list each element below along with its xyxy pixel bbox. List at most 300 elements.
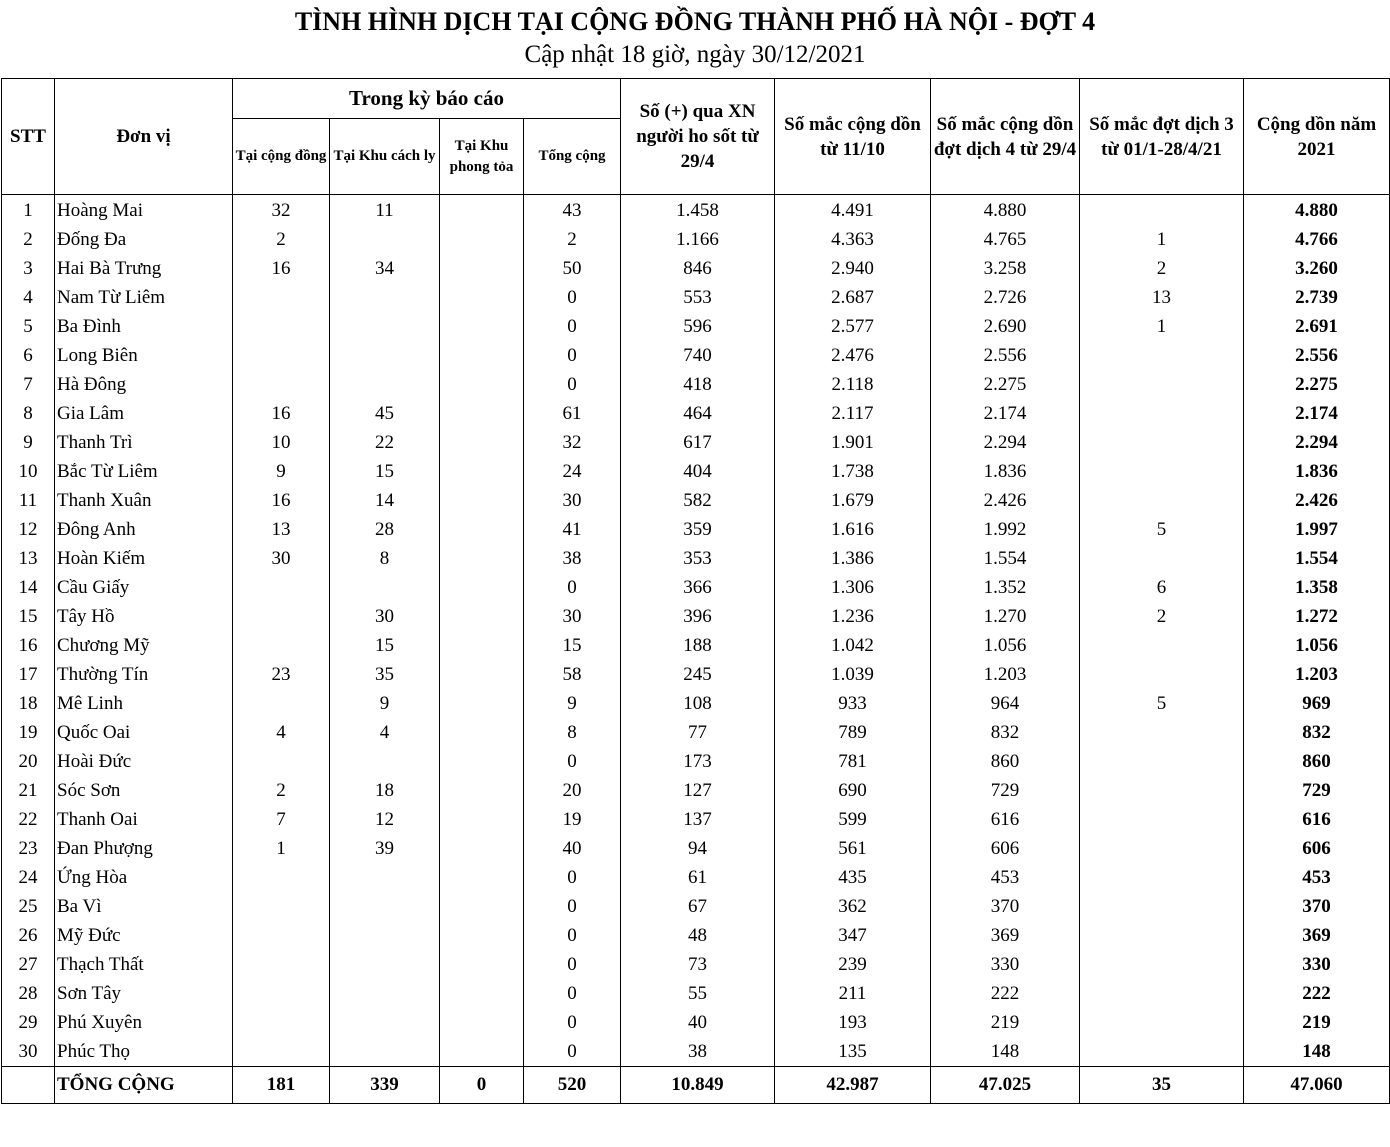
table-row <box>2 573 1390 602</box>
cell-total: 41 <box>524 515 621 544</box>
cell-community: 1 <box>233 834 330 863</box>
cell-unit: Đống Đa <box>55 225 233 254</box>
cell-positive: 740 <box>621 341 775 370</box>
cell-positive: 1.166 <box>621 225 775 254</box>
cell-cumulative-1110: 239 <box>775 950 931 979</box>
cell-unit: Nam Từ Liêm <box>55 283 233 312</box>
cell-community <box>233 1037 330 1067</box>
cell-quarantine: 22 <box>330 428 440 457</box>
cell-stt: 24 <box>2 863 55 892</box>
cell-unit: Hoàn Kiếm <box>55 544 233 573</box>
cell-cumulative-1110: 2.577 <box>775 312 931 341</box>
cell-positive: 127 <box>621 776 775 805</box>
cell-quarantine <box>330 747 440 776</box>
cell-cumulative-wave4: 222 <box>931 979 1080 1008</box>
cell-positive: 1.458 <box>621 195 775 226</box>
cell-cumulative-1110: 781 <box>775 747 931 776</box>
cell-positive: 418 <box>621 370 775 399</box>
cell-stt: 13 <box>2 544 55 573</box>
cell-community <box>233 341 330 370</box>
cell-cumulative-wave4: 453 <box>931 863 1080 892</box>
cell-year-total: 2.426 <box>1244 486 1390 515</box>
cell-total: 50 <box>524 254 621 283</box>
cell-stt: 10 <box>2 457 55 486</box>
cell-wave3: 13 <box>1080 283 1244 312</box>
cell-stt: 3 <box>2 254 55 283</box>
cell-quarantine: 18 <box>330 776 440 805</box>
cell-stt: 7 <box>2 370 55 399</box>
table-row <box>2 689 1390 718</box>
cell-lockdown <box>440 892 524 921</box>
cell-positive: 245 <box>621 660 775 689</box>
cell-wave3 <box>1080 747 1244 776</box>
cell-wave3 <box>1080 660 1244 689</box>
table-row <box>2 399 1390 428</box>
cell-total: 0 <box>524 341 621 370</box>
cell-total: 0 <box>524 1008 621 1037</box>
cell-unit: Cầu Giấy <box>55 573 233 602</box>
cell-quarantine: 28 <box>330 515 440 544</box>
cell-wave3: 5 <box>1080 515 1244 544</box>
cell-cumulative-1110: 2.687 <box>775 283 931 312</box>
table-row <box>2 254 1390 283</box>
header-cumulative-wave4: Số mắc cộng dồn đợt dịch 4 từ 29/4 <box>931 79 1080 195</box>
cell-lockdown <box>440 457 524 486</box>
cell-positive: 617 <box>621 428 775 457</box>
cell-lockdown <box>440 863 524 892</box>
cell-unit: Tây Hồ <box>55 602 233 631</box>
cell-stt: 1 <box>2 195 55 226</box>
cell-positive: 366 <box>621 573 775 602</box>
cell-wave3: 6 <box>1080 573 1244 602</box>
table-row <box>2 718 1390 747</box>
cell-quarantine: 14 <box>330 486 440 515</box>
cell-quarantine <box>330 370 440 399</box>
cell-year-total: 2.556 <box>1244 341 1390 370</box>
cell-community: 10 <box>233 428 330 457</box>
cell-community: 9 <box>233 457 330 486</box>
cell-total: 43 <box>524 195 621 226</box>
cell-stt: 11 <box>2 486 55 515</box>
cell-year-total: 2.739 <box>1244 283 1390 312</box>
cell-cumulative-wave4: 2.726 <box>931 283 1080 312</box>
cell-wave3 <box>1080 428 1244 457</box>
cell-cumulative-1110: 1.616 <box>775 515 931 544</box>
cell-lockdown <box>440 486 524 515</box>
cell-lockdown <box>440 428 524 457</box>
cell-community <box>233 689 330 718</box>
cell-unit: Gia Lâm <box>55 399 233 428</box>
cell-stt: 22 <box>2 805 55 834</box>
table-row <box>2 370 1390 399</box>
cell-quarantine <box>330 950 440 979</box>
cell-stt: 27 <box>2 950 55 979</box>
cell-lockdown <box>440 631 524 660</box>
cell-lockdown <box>440 921 524 950</box>
totals-wave3: 35 <box>1080 1067 1244 1104</box>
cell-total: 19 <box>524 805 621 834</box>
cell-unit: Đan Phượng <box>55 834 233 863</box>
cell-cumulative-wave4: 2.556 <box>931 341 1080 370</box>
cell-quarantine: 39 <box>330 834 440 863</box>
cell-community: 13 <box>233 515 330 544</box>
cell-lockdown <box>440 341 524 370</box>
cell-stt: 12 <box>2 515 55 544</box>
cell-cumulative-1110: 435 <box>775 863 931 892</box>
cell-cumulative-1110: 211 <box>775 979 931 1008</box>
cell-year-total: 729 <box>1244 776 1390 805</box>
cell-wave3 <box>1080 805 1244 834</box>
cell-lockdown <box>440 544 524 573</box>
cell-cumulative-1110: 933 <box>775 689 931 718</box>
totals-year: 47.060 <box>1244 1067 1390 1104</box>
cell-stt: 29 <box>2 1008 55 1037</box>
cell-community <box>233 979 330 1008</box>
cell-quarantine: 15 <box>330 457 440 486</box>
cell-quarantine: 34 <box>330 254 440 283</box>
cell-cumulative-wave4: 1.352 <box>931 573 1080 602</box>
totals-row <box>2 1067 1390 1104</box>
table-row <box>2 805 1390 834</box>
cell-positive: 67 <box>621 892 775 921</box>
header-report-group: Trong kỳ báo cáo <box>233 79 621 119</box>
table-row <box>2 225 1390 254</box>
cell-positive: 553 <box>621 283 775 312</box>
cell-wave3 <box>1080 776 1244 805</box>
cell-unit: Long Biên <box>55 341 233 370</box>
cell-wave3: 1 <box>1080 312 1244 341</box>
cell-total: 61 <box>524 399 621 428</box>
cell-unit: Hà Đông <box>55 370 233 399</box>
cell-cumulative-1110: 1.901 <box>775 428 931 457</box>
cell-unit: Thanh Trì <box>55 428 233 457</box>
cell-stt: 20 <box>2 747 55 776</box>
cell-unit: Phú Xuyên <box>55 1008 233 1037</box>
cell-lockdown <box>440 747 524 776</box>
cell-unit: Thanh Oai <box>55 805 233 834</box>
cell-unit: Bắc Từ Liêm <box>55 457 233 486</box>
cell-positive: 73 <box>621 950 775 979</box>
cell-year-total: 2.174 <box>1244 399 1390 428</box>
table-row <box>2 834 1390 863</box>
cell-stt: 14 <box>2 573 55 602</box>
cell-wave3 <box>1080 718 1244 747</box>
table-row <box>2 428 1390 457</box>
cell-cumulative-wave4: 1.056 <box>931 631 1080 660</box>
cell-positive: 404 <box>621 457 775 486</box>
cell-cumulative-wave4: 832 <box>931 718 1080 747</box>
cell-wave3: 1 <box>1080 225 1244 254</box>
cell-total: 0 <box>524 979 621 1008</box>
table-row <box>2 457 1390 486</box>
cell-quarantine <box>330 341 440 370</box>
cell-total: 24 <box>524 457 621 486</box>
cell-cumulative-wave4: 616 <box>931 805 1080 834</box>
cell-wave3 <box>1080 486 1244 515</box>
cell-cumulative-wave4: 2.294 <box>931 428 1080 457</box>
cell-stt: 25 <box>2 892 55 921</box>
cell-year-total: 1.554 <box>1244 544 1390 573</box>
cell-cumulative-wave4: 2.426 <box>931 486 1080 515</box>
totals-quarantine: 339 <box>330 1067 440 1104</box>
cell-unit: Hoài Đức <box>55 747 233 776</box>
cell-total: 40 <box>524 834 621 863</box>
cell-year-total: 606 <box>1244 834 1390 863</box>
cell-community: 2 <box>233 776 330 805</box>
cell-cumulative-1110: 2.940 <box>775 254 931 283</box>
cell-wave3: 2 <box>1080 602 1244 631</box>
epidemic-table <box>1 78 1390 1104</box>
cell-unit: Phúc Thọ <box>55 1037 233 1067</box>
cell-positive: 596 <box>621 312 775 341</box>
cell-stt: 21 <box>2 776 55 805</box>
cell-unit: Quốc Oai <box>55 718 233 747</box>
cell-wave3 <box>1080 892 1244 921</box>
cell-stt: 30 <box>2 1037 55 1067</box>
cell-unit: Đông Anh <box>55 515 233 544</box>
cell-lockdown <box>440 602 524 631</box>
cell-cumulative-1110: 1.679 <box>775 486 931 515</box>
table-row <box>2 979 1390 1008</box>
cell-quarantine <box>330 863 440 892</box>
cell-wave3 <box>1080 979 1244 1008</box>
cell-unit: Chương Mỹ <box>55 631 233 660</box>
totals-cumulative-1110: 42.987 <box>775 1067 931 1104</box>
cell-wave3 <box>1080 631 1244 660</box>
cell-community: 16 <box>233 254 330 283</box>
cell-year-total: 860 <box>1244 747 1390 776</box>
cell-wave3 <box>1080 544 1244 573</box>
cell-community <box>233 1008 330 1037</box>
table-row <box>2 283 1390 312</box>
cell-positive: 94 <box>621 834 775 863</box>
cell-positive: 40 <box>621 1008 775 1037</box>
cell-stt: 16 <box>2 631 55 660</box>
cell-quarantine: 8 <box>330 544 440 573</box>
cell-community <box>233 631 330 660</box>
cell-cumulative-1110: 193 <box>775 1008 931 1037</box>
totals-cumulative-wave4: 47.025 <box>931 1067 1080 1104</box>
cell-wave3 <box>1080 1037 1244 1067</box>
cell-year-total: 219 <box>1244 1008 1390 1037</box>
cell-unit: Sơn Tây <box>55 979 233 1008</box>
header-positive: Số (+) qua XN người ho sốt từ 29/4 <box>621 79 775 195</box>
cell-community <box>233 747 330 776</box>
cell-total: 0 <box>524 312 621 341</box>
cell-lockdown <box>440 660 524 689</box>
cell-positive: 359 <box>621 515 775 544</box>
cell-year-total: 222 <box>1244 979 1390 1008</box>
cell-total: 9 <box>524 689 621 718</box>
cell-total: 0 <box>524 950 621 979</box>
table-row <box>2 747 1390 776</box>
cell-year-total: 969 <box>1244 689 1390 718</box>
cell-quarantine: 4 <box>330 718 440 747</box>
header-lockdown: Tại Khu phong tỏa <box>440 119 524 195</box>
cell-wave3 <box>1080 195 1244 226</box>
cell-community: 4 <box>233 718 330 747</box>
cell-cumulative-wave4: 2.174 <box>931 399 1080 428</box>
cell-community <box>233 573 330 602</box>
cell-quarantine: 12 <box>330 805 440 834</box>
cell-community <box>233 921 330 950</box>
cell-stt: 15 <box>2 602 55 631</box>
cell-stt: 19 <box>2 718 55 747</box>
cell-wave3: 5 <box>1080 689 1244 718</box>
table-row <box>2 515 1390 544</box>
cell-year-total: 3.260 <box>1244 254 1390 283</box>
cell-community: 7 <box>233 805 330 834</box>
cell-cumulative-1110: 2.476 <box>775 341 931 370</box>
cell-positive: 464 <box>621 399 775 428</box>
cell-quarantine <box>330 312 440 341</box>
cell-community <box>233 950 330 979</box>
cell-wave3 <box>1080 834 1244 863</box>
cell-positive: 173 <box>621 747 775 776</box>
cell-year-total: 370 <box>1244 892 1390 921</box>
cell-cumulative-wave4: 964 <box>931 689 1080 718</box>
cell-lockdown <box>440 834 524 863</box>
cell-total: 30 <box>524 486 621 515</box>
cell-year-total: 1.203 <box>1244 660 1390 689</box>
cell-year-total: 832 <box>1244 718 1390 747</box>
cell-positive: 77 <box>621 718 775 747</box>
cell-cumulative-1110: 1.386 <box>775 544 931 573</box>
cell-stt: 28 <box>2 979 55 1008</box>
cell-year-total: 2.294 <box>1244 428 1390 457</box>
table-row <box>2 1037 1390 1067</box>
totals-positive: 10.849 <box>621 1067 775 1104</box>
cell-year-total: 369 <box>1244 921 1390 950</box>
header-wave3: Số mắc đợt dịch 3 từ 01/1-28/4/21 <box>1080 79 1244 195</box>
cell-cumulative-1110: 561 <box>775 834 931 863</box>
cell-year-total: 2.691 <box>1244 312 1390 341</box>
cell-cumulative-wave4: 1.554 <box>931 544 1080 573</box>
header-community: Tại cộng đồng <box>233 119 330 195</box>
cell-cumulative-wave4: 3.258 <box>931 254 1080 283</box>
table-row <box>2 776 1390 805</box>
cell-unit: Ứng Hòa <box>55 863 233 892</box>
cell-lockdown <box>440 776 524 805</box>
cell-quarantine <box>330 1008 440 1037</box>
cell-year-total: 4.766 <box>1244 225 1390 254</box>
cell-cumulative-1110: 4.363 <box>775 225 931 254</box>
cell-cumulative-1110: 362 <box>775 892 931 921</box>
cell-year-total: 1.358 <box>1244 573 1390 602</box>
cell-cumulative-wave4: 1.992 <box>931 515 1080 544</box>
cell-year-total: 4.880 <box>1244 195 1390 226</box>
table-row <box>2 863 1390 892</box>
cell-unit: Mỹ Đức <box>55 921 233 950</box>
cell-stt: 8 <box>2 399 55 428</box>
cell-unit: Hoàng Mai <box>55 195 233 226</box>
table-row <box>2 341 1390 370</box>
cell-positive: 353 <box>621 544 775 573</box>
cell-total: 30 <box>524 602 621 631</box>
table-row <box>2 195 1390 226</box>
cell-lockdown <box>440 1037 524 1067</box>
cell-total: 0 <box>524 283 621 312</box>
table-footer <box>2 1067 1390 1104</box>
table-header <box>2 79 1390 195</box>
cell-lockdown <box>440 195 524 226</box>
cell-year-total: 2.275 <box>1244 370 1390 399</box>
cell-community <box>233 312 330 341</box>
cell-year-total: 453 <box>1244 863 1390 892</box>
cell-positive: 188 <box>621 631 775 660</box>
cell-quarantine <box>330 573 440 602</box>
cell-cumulative-1110: 4.491 <box>775 195 931 226</box>
cell-cumulative-wave4: 4.880 <box>931 195 1080 226</box>
cell-unit: Ba Vì <box>55 892 233 921</box>
cell-quarantine <box>330 1037 440 1067</box>
cell-wave3 <box>1080 950 1244 979</box>
cell-year-total: 1.997 <box>1244 515 1390 544</box>
cell-positive: 38 <box>621 1037 775 1067</box>
table-row <box>2 602 1390 631</box>
cell-lockdown <box>440 718 524 747</box>
cell-community <box>233 370 330 399</box>
table-row <box>2 312 1390 341</box>
cell-total: 0 <box>524 573 621 602</box>
cell-total: 0 <box>524 921 621 950</box>
cell-total: 20 <box>524 776 621 805</box>
cell-cumulative-1110: 1.236 <box>775 602 931 631</box>
cell-stt: 6 <box>2 341 55 370</box>
header-year-total: Cộng dồn năm 2021 <box>1244 79 1390 195</box>
cell-quarantine: 9 <box>330 689 440 718</box>
header-quarantine: Tại Khu cách ly <box>330 119 440 195</box>
cell-unit: Ba Đình <box>55 312 233 341</box>
cell-community <box>233 863 330 892</box>
cell-positive: 55 <box>621 979 775 1008</box>
cell-community: 23 <box>233 660 330 689</box>
cell-total: 0 <box>524 863 621 892</box>
cell-wave3: 2 <box>1080 254 1244 283</box>
cell-lockdown <box>440 573 524 602</box>
cell-total: 32 <box>524 428 621 457</box>
cell-wave3 <box>1080 341 1244 370</box>
cell-cumulative-wave4: 370 <box>931 892 1080 921</box>
cell-lockdown <box>440 515 524 544</box>
page-subtitle: Cập nhật 18 giờ, ngày 30/12/2021 <box>524 41 866 68</box>
cell-cumulative-1110: 1.039 <box>775 660 931 689</box>
header-total: Tổng cộng <box>524 119 621 195</box>
table-row <box>2 892 1390 921</box>
cell-stt: 9 <box>2 428 55 457</box>
totals-total: 520 <box>524 1067 621 1104</box>
cell-quarantine <box>330 921 440 950</box>
cell-community: 30 <box>233 544 330 573</box>
table-row <box>2 486 1390 515</box>
cell-cumulative-1110: 690 <box>775 776 931 805</box>
cell-cumulative-wave4: 860 <box>931 747 1080 776</box>
cell-total: 2 <box>524 225 621 254</box>
cell-total: 15 <box>524 631 621 660</box>
table-row <box>2 660 1390 689</box>
cell-lockdown <box>440 225 524 254</box>
cell-quarantine: 45 <box>330 399 440 428</box>
cell-cumulative-wave4: 330 <box>931 950 1080 979</box>
cell-cumulative-1110: 599 <box>775 805 931 834</box>
cell-lockdown <box>440 254 524 283</box>
cell-cumulative-1110: 135 <box>775 1037 931 1067</box>
cell-stt: 5 <box>2 312 55 341</box>
totals-stt-cell <box>2 1067 55 1104</box>
table-row <box>2 921 1390 950</box>
cell-community <box>233 892 330 921</box>
cell-quarantine: 11 <box>330 195 440 226</box>
